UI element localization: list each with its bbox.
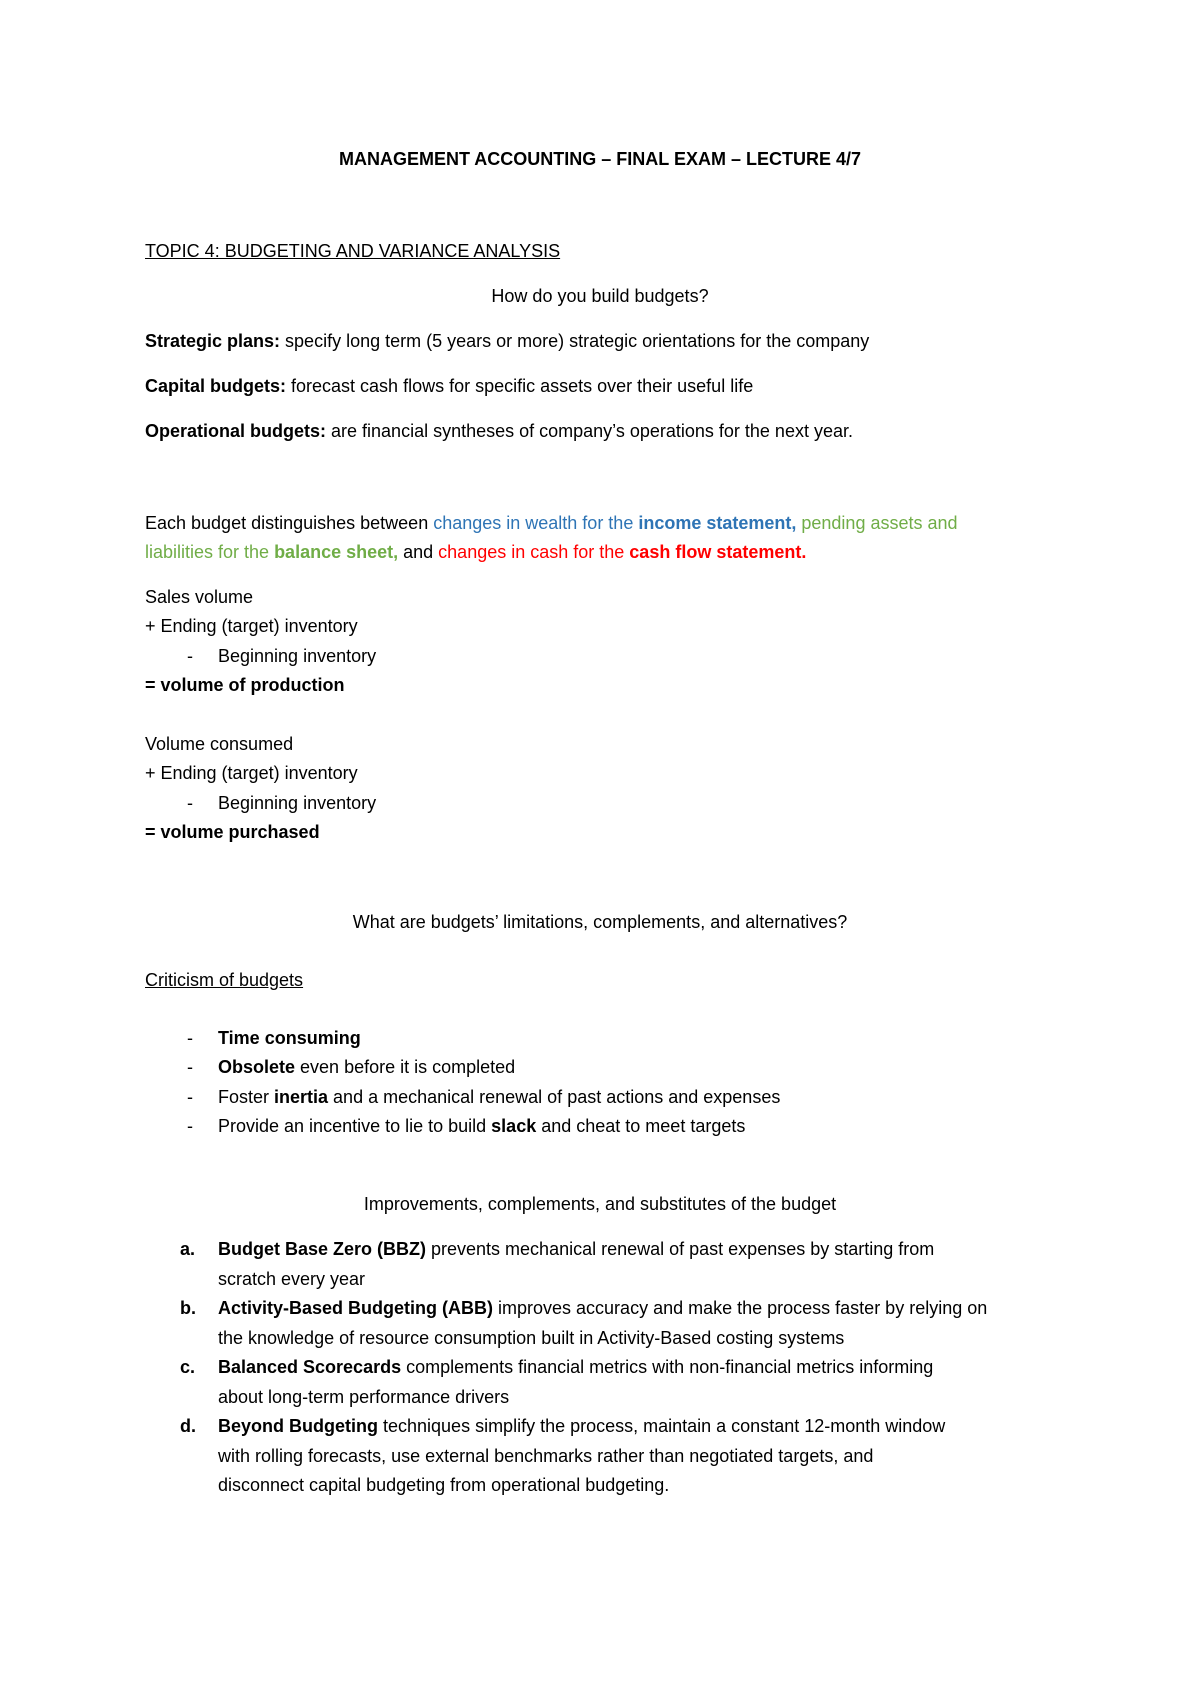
list-letter: c. [180, 1357, 196, 1377]
list-text: scratch every year [218, 1269, 366, 1289]
list-letter: a. [180, 1239, 196, 1259]
formula-line: Beginning inventory [218, 793, 377, 813]
question-build-budgets: How do you build budgets? [491, 286, 709, 306]
list-text: Obsolete even before it is completed [218, 1057, 516, 1077]
definition-capital-budgets: Capital budgets: forecast cash flows for specific assets over their useful life [145, 376, 754, 396]
formula-line: Volume consumed [145, 734, 294, 754]
list-text: about long-term performance drivers [218, 1387, 510, 1407]
list-bullet: - [187, 1057, 193, 1077]
definition-operational-budgets: Operational budgets: are financial syntheses of company’s operations for the next year. [145, 421, 853, 441]
list-text: Beyond Budgeting techniques simplify the process, maintain a constant 12-month window [218, 1416, 946, 1436]
formula-line: + Ending (target) inventory [145, 763, 358, 783]
list-text: Balanced Scorecards complements financial metrics with non-financial metrics informing [218, 1357, 934, 1377]
formula-line: Beginning inventory [218, 646, 377, 666]
formula-line: + Ending (target) inventory [145, 616, 358, 636]
list-text: Budget Base Zero (BBZ) prevents mechanical renewal of past expenses by starting from [218, 1239, 935, 1259]
list-text: the knowledge of resource consumption built in Activity-Based costing systems [218, 1328, 845, 1348]
formula-minus: - [187, 646, 193, 666]
formula-result: = volume of production [145, 675, 345, 695]
budget-paragraph-line1: Each budget distinguishes between changes in wealth for the income statement, pending assets and [145, 513, 958, 533]
list-text: Activity-Based Budgeting (ABB) improves accuracy and make the process faster by relying on [218, 1298, 988, 1318]
list-text: Time consuming [218, 1028, 361, 1048]
list-text: Foster inertia and a mechanical renewal of past actions and expenses [218, 1087, 781, 1107]
question-limitations: What are budgets’ limitations, complements, and alternatives? [352, 912, 848, 932]
list-text: disconnect capital budgeting from operational budgeting. [218, 1475, 670, 1495]
formula-minus: - [187, 793, 193, 813]
list-bullet: - [187, 1028, 193, 1048]
list-text: with rolling forecasts, use external benchmarks rather than negotiated targets, and [218, 1446, 874, 1466]
improvements-heading: Improvements, complements, and substitutes of the budget [363, 1194, 837, 1214]
definition-strategic-plans: Strategic plans: specify long term (5 years or more) strategic orientations for the company [145, 331, 870, 351]
list-bullet: - [187, 1087, 193, 1107]
list-bullet: - [187, 1116, 193, 1136]
document-title: MANAGEMENT ACCOUNTING – FINAL EXAM – LECTURE 4/7 [338, 149, 862, 169]
list-text: Provide an incentive to lie to build slack and cheat to meet targets [218, 1116, 746, 1136]
list-letter: d. [180, 1416, 196, 1436]
topic-heading: TOPIC 4: BUDGETING AND VARIANCE ANALYSIS [145, 241, 561, 261]
criticism-heading: Criticism of budgets [145, 970, 304, 990]
formula-result: = volume purchased [145, 822, 320, 842]
list-letter: b. [180, 1298, 196, 1318]
budget-paragraph-line2: liabilities for the balance sheet, and changes in cash for the cash flow statement. [145, 542, 807, 562]
formula-line: Sales volume [145, 587, 254, 607]
